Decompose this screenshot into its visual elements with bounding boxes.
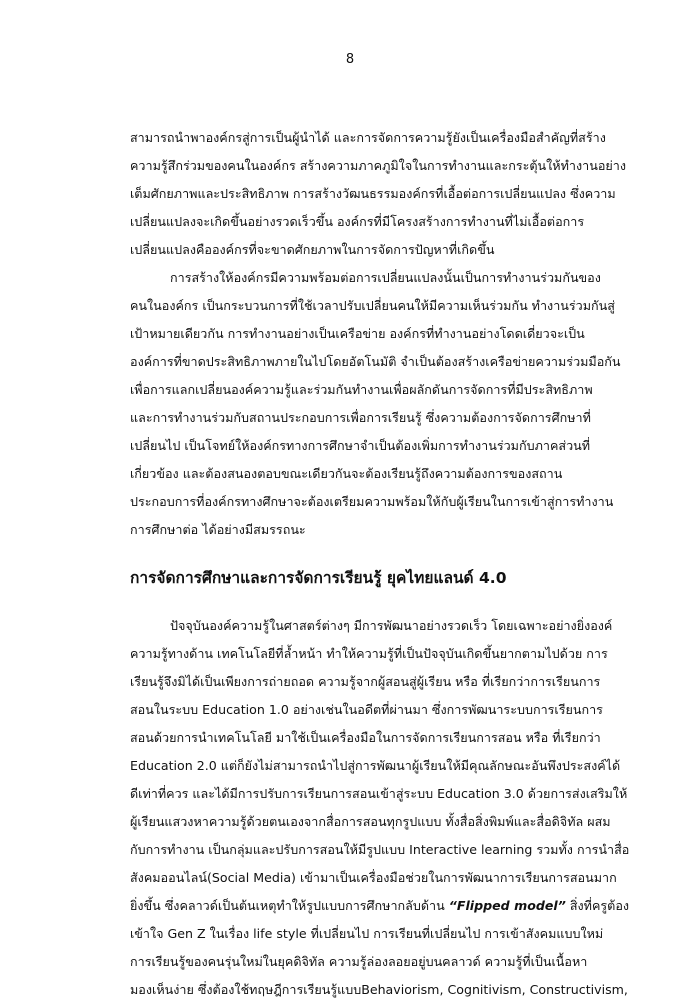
paragraph-line: ประกอบการที่องค์กรทางศึกษาจะต้องเตรียมความพร้อมให้กับผู้เรียนในการเข้าสู่การทำงาน bbox=[130, 494, 614, 509]
flipped-model-text: “Flipped model” bbox=[448, 898, 566, 913]
paragraph-line: เปลี่ยนไป เป็นโจทย์ให้องค์กรทางการศึกษาจำเป็นต้องเพิ่มการทำงานร่วมกับภาคส่วนที่ bbox=[130, 438, 591, 453]
paragraph-line: คนในองค์กร เป็นกระบวนการที่ใช้เวลาปรับเปลี่ยนคนให้มีความเห็นร่วมกัน ทำงานร่วมกันสู่ bbox=[130, 298, 615, 313]
page-number: 8 bbox=[345, 52, 355, 67]
paragraph-line: สามารถนำพาองค์กรสู่การเป็นผู้นำได้ และการจัดการความรู้ยังเป็นเครื่องมือสำคัญที่สร้าง bbox=[130, 130, 606, 145]
paragraph-line: สอนในระบบ Education 1.0 อย่างเช่นในอดีตที่ผ่านมา ซึ่งการพัฒนาระบบการเรียนการ bbox=[130, 702, 603, 717]
paragraph-line: สังคมออนไลน์(Social Media) เข้ามาเป็นเครื่องมือช่วยในการพัฒนาการเรียนการสอนมาก bbox=[130, 870, 617, 885]
paragraph-line: ความรู้สึกร่วมของคนในองค์กร สร้างความภาคภูมิใจในการทำงานและกระตุ้นให้ทำงานอย่าง bbox=[130, 158, 626, 173]
paragraph-line bbox=[130, 892, 630, 920]
paragraph-line: การสร้างให้องค์กรมีความพร้อมต่อการเปลี่ยนแปลงนั้นเป็นการทำงานร่วมกันของ bbox=[170, 270, 601, 285]
paragraph-line: เปลี่ยนแปลงจะเกิดขึ้นอย่างรวดเร็วขึ้น องค์กรที่มีโครงสร้างการทำงานที่ไม่เอื้อต่อการ bbox=[130, 214, 585, 229]
paragraph-line: ความรู้ทางด้าน เทคโนโลยีที่ล้ำหน้า ทำให้ความรู้ที่เป็นปัจจุบันเกิดขึ้นยากตามไปด้วย การ bbox=[130, 646, 608, 661]
paragraph-line: Education 2.0 แต่ก็ยังไม่สามารถนำไปสู่การพัฒนาผู้เรียนให้มีคุณลักษณะอันพึงประสงค์ได้ bbox=[130, 758, 621, 773]
paragraph-line: เปลี่ยนแปลงคือองค์กรที่จะขาดศักยภาพในการจัดการปัญหาที่เกิดขึ้น bbox=[130, 242, 495, 257]
paragraph-text: ยิ่งขึ้น ซึ่งคลาวด์เป็นต้นเหตุทำให้รูปแบบการศึกษากลับด้าน bbox=[130, 898, 445, 913]
paragraph-line: ปัจจุบันองค์ความรู้ในศาสตร์ต่างๆ มีการพัฒนาอย่างรวดเร็ว โดยเฉพาะอย่างยิ่งองค์ bbox=[170, 618, 613, 633]
paragraph-line: ดีเท่าที่ควร และได้มีการปรับการเรียนการสอนเข้าสู่ระบบ Education 3.0 ด้วยการส่งเสริมให้ bbox=[130, 786, 628, 801]
paragraph-line: เรียนรู้จึงมิได้เป็นเพียงการถ่ายถอด ความรู้จากผู้สอนสู่ผู้เรียน หรือ ที่เรียกว่าการเรียนการ bbox=[130, 674, 601, 689]
paragraph-line: เข้าใจ Gen Z ในเรื่อง life style ที่เปลี่ยนไป การเรียนที่เปลี่ยนไป การเข้าสังคมแบบใหม่ bbox=[130, 926, 604, 941]
paragraph-line: การศึกษาต่อ ได้อย่างมีสมรรถนะ bbox=[130, 522, 306, 537]
paragraph-line: องค์การที่ขาดประสิทธิภาพภายในไปโดยอัตโนมัติ จำเป็นต้องสร้างเครือข่ายความร่วมมือกัน bbox=[130, 354, 621, 369]
paragraph-line: การเรียนรู้ของคนรุ่นใหม่ในยุคดิจิทัล ความรู้ล่องลอยอยู่บนคลาวด์ ความรู้ที่เป็นเนื้อหา bbox=[130, 954, 588, 969]
paragraph-line: มองเห็นง่าย ซึ่งต้องใช้ทฤษฎีการเรียนรู้แบบBehaviorism, Cognitivism, Constructivism, bbox=[130, 982, 628, 997]
paragraph-line: เพื่อการแลกเปลี่ยนองค์ความรู้และร่วมกันทำงานเพื่อผลักดันการจัดการที่มีประสิทธิภาพ bbox=[130, 382, 593, 397]
paragraph-line: เป้าหมายเดียวกัน การทำงานอย่างเป็นเครือข่าย องค์กรที่ทำงานอย่างโดดเดี่ยวจะเป็น bbox=[130, 326, 585, 341]
paragraph-line: เกี่ยวข้อง และต้องสนองตอบขณะเดียวกันจะต้องเรียนรู้ถึงความต้องการของสถาน bbox=[130, 466, 563, 481]
paragraph-line: และการทำงานร่วมกับสถานประกอบการเพื่อการเรียนรู้ ซึ่งความต้องการจัดการศึกษาที่ bbox=[130, 410, 591, 425]
section-heading: การจัดการศึกษาและการจัดการเรียนรู้ ยุคไทยแลนด์ 4.0 bbox=[130, 569, 507, 587]
paragraph-text: สิ่งที่ครูต้อง bbox=[565, 898, 630, 913]
paragraph-line: ผู้เรียนแสวงหาความรู้ด้วยตนเองจากสื่อการสอนทุกรูปแบบ ทั้งสื่อสิ่งพิมพ์และสื่อดิจิทัล ผสม bbox=[130, 814, 611, 829]
paragraph-line: กับการทำงาน เป็นกลุ่มและปรับการสอนให้มีรูปแบบ Interactive learning รวมทั้ง การนำสื่อ bbox=[130, 842, 630, 857]
paragraph-line: สอนด้วยการนำเทคโนโลยี มาใช้เป็นเครื่องมือในการจัดการเรียนการสอน หรือ ที่เรียกว่า bbox=[130, 730, 601, 745]
paragraph-line: เต็มศักยภาพและประสิทธิภาพ การสร้างวัฒนธรรมองค์กรที่เอื้อต่อการเปลี่ยนแปลง ซึ่งความ bbox=[130, 186, 616, 201]
